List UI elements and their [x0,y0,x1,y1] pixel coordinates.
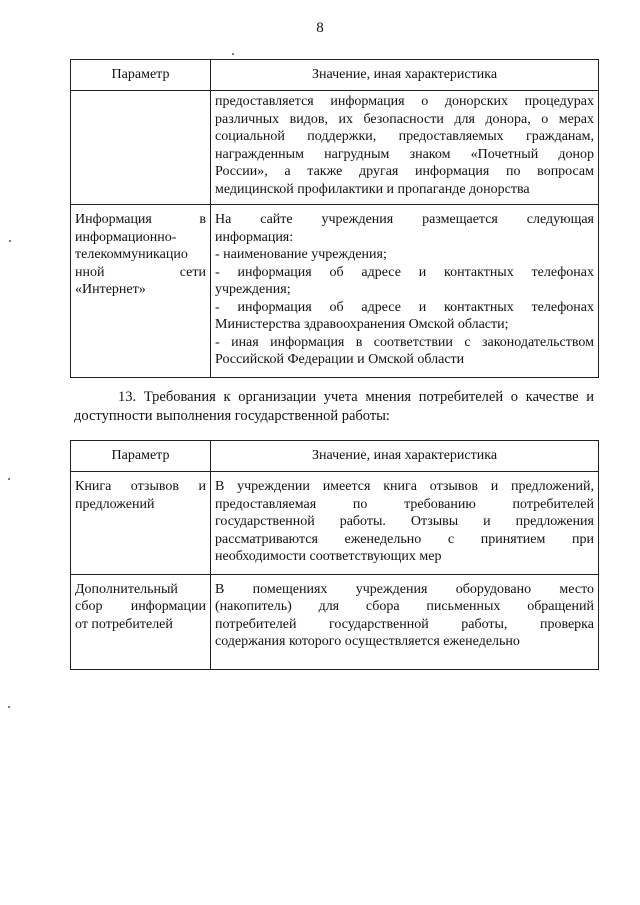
param-cell [71,574,211,669]
value-line: награжденным нагрудным знаком «Почетный донор [215,146,594,162]
section-13-line: доступности выполнения государственной работы: [74,407,390,424]
param-line: предложений [75,496,155,512]
param-line: «Интернет» [75,282,146,297]
page-number: 8 [316,20,324,36]
param-line: от потребителей [75,616,173,632]
value-line: медицинской профилактики и пропаганде донорства [215,181,530,197]
param-line: телекоммуникацио [75,247,188,262]
value-cell [211,205,599,378]
value-cell [211,574,599,669]
param-cell [71,205,211,378]
param-line: Книга отзывов и [75,479,206,494]
value-line: рассматриваются еженедельно с принятием при [215,531,594,547]
value-line: информация: [215,229,294,245]
param-line: Информация в [75,212,206,227]
param-line: нной сети [75,264,206,280]
value-line: - иная информация в соответствии с законодательством [215,334,594,350]
value-line: необходимости соответствующих мер [215,549,442,564]
value-line: Министерства здравоохранения Омской области; [215,317,509,332]
value-line: (накопитель) для сбора письменных обращений [215,599,594,614]
param-cell [71,472,211,575]
parameter-table-1 [70,59,599,378]
scan-speck [8,478,10,480]
value-line: учреждения; [215,282,291,297]
section-13-line: 13. Требования к организации учета мнения потребителей о качестве и [118,389,594,405]
value-line: - информация об адресе и контактных телефонах [215,264,594,280]
value-line: различных видов, их безопасности для донора, о мерах [215,111,594,127]
value-line: Российской Федерации и Омской области [215,352,465,367]
value-line: В помещениях учреждения оборудовано место [215,581,594,597]
value-line: социальной поддержки, предоставляемых гражданам, [215,129,594,144]
scan-speck [8,706,10,708]
header-value: Значение, иная характеристика [211,441,599,472]
table-row [71,574,599,669]
header-param: Параметр [71,60,211,91]
table-row [71,91,599,205]
param-line: информационно- [75,229,177,245]
table-row [71,472,599,575]
value-line: - наименование учреждения; [215,247,387,262]
header-param: Параметр [71,441,211,472]
table-header-row [71,441,599,472]
parameter-table-2 [70,440,599,670]
value-cell [211,91,599,205]
value-line: содержания которого осуществляется еженедельно [215,634,520,649]
value-line: На сайте учреждения размещается следующая [215,212,594,227]
scan-speck [232,53,234,55]
value-line: государственной работы. Отзывы и предложения [215,514,594,529]
section-13-paragraph [74,388,594,425]
param-cell [71,91,211,205]
param-line: Дополнительный [75,581,178,597]
value-line: - информация об адресе и контактных телефонах [215,299,594,315]
value-line: предоставляется информация о донорских процедурах [215,94,594,109]
value-line: России», а также другая информация по вопросам [215,164,594,179]
table-header-row [71,60,599,91]
value-cell [211,472,599,575]
value-line: В учреждении имеется книга отзывов и предложений, [215,479,594,494]
header-value: Значение, иная характеристика [211,60,599,91]
scan-speck [9,240,11,242]
param-line: сбор информации [75,599,206,614]
value-line: потребителей государственной работы, проверка [215,616,594,632]
table-row [71,205,599,378]
value-line: предоставляемая по требованию потребителей [215,496,594,512]
